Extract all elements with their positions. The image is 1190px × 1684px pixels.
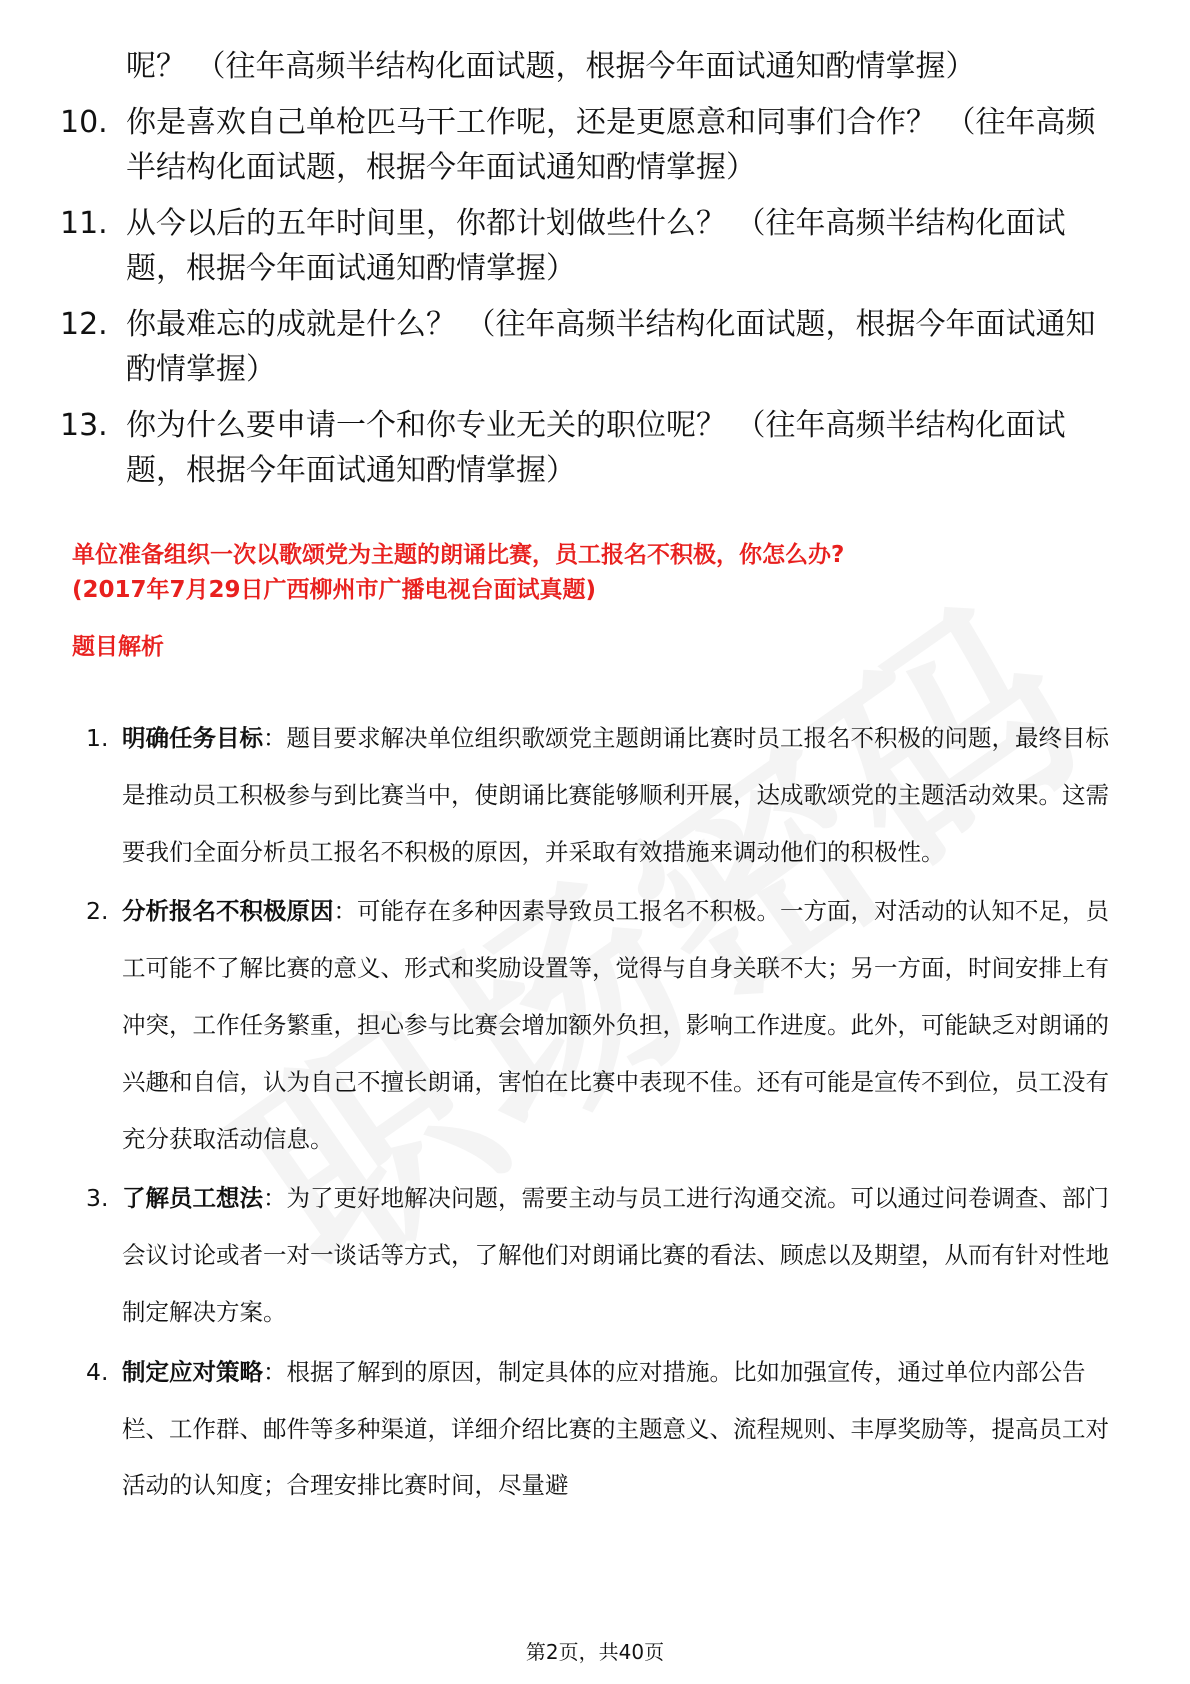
analysis-item bbox=[86, 1344, 1116, 1514]
question-text: 从今以后的五年时间里，你都计划做些什么？ （往年高频半结构化面试题，根据今年面试通知酌情掌握） bbox=[126, 206, 1066, 286]
analysis-item bbox=[86, 1170, 1116, 1340]
question-continued-text: 呢？ （往年高频半结构化面试题，根据今年面试通知酌情掌握） bbox=[126, 49, 976, 84]
analysis-title: 了解员工想法 bbox=[122, 1184, 263, 1213]
analysis-list bbox=[86, 710, 1116, 1517]
question-heading-line: 单位准备组织一次以歌颂党为主题的朗诵比赛，员工报名不积极，你怎么办? bbox=[72, 542, 845, 568]
question-source-line: (2017年7月29日广西柳州市广播电视台面试真题) bbox=[72, 577, 597, 603]
question-item bbox=[60, 403, 1120, 493]
analysis-title: 制定应对策略 bbox=[122, 1357, 263, 1386]
analysis-text: ：为了更好地解决问题，需要主动与员工进行沟通交流。可以通过问卷调查、部门会议讨论或者一对一谈话等方式，了解他们对朗诵比赛的看法、顾虑以及期望，从而有针对性地制定解决方案。 bbox=[122, 1184, 1109, 1326]
question-number: 13. bbox=[60, 408, 108, 443]
analysis-title: 明确任务目标 bbox=[122, 724, 263, 752]
question-number: 12. bbox=[60, 307, 108, 342]
question-number: 11. bbox=[60, 206, 108, 241]
analysis-title: 分析报名不积极原因 bbox=[122, 897, 334, 926]
question-item bbox=[60, 302, 1120, 392]
question-text: 你为什么要申请一个和你专业无关的职位呢？ （往年高频半结构化面试题，根据今年面试通知酌情掌握） bbox=[126, 408, 1066, 488]
analysis-item bbox=[86, 883, 1116, 1167]
analysis-heading: 题目解析 bbox=[72, 634, 164, 660]
question-list bbox=[60, 44, 1120, 504]
question-text: 你最难忘的成就是什么？ （往年高频半结构化面试题，根据今年面试通知酌情掌握） bbox=[126, 307, 1096, 387]
analysis-number: 4. bbox=[86, 1357, 109, 1386]
question-item bbox=[60, 100, 1120, 190]
analysis-text: ：可能存在多种因素导致员工报名不积极。一方面，对活动的认知不足，员工可能不了解比赛的意义、形式和奖励设置等，觉得与自身关联不大；另一方面，时间安排上有冲突，工作任务繁重，担心参与比赛会增加额外负担，影响工作进度。此外，可能缺乏对朗诵的兴趣和自信，认为自己不擅长朗诵，害怕在比赛中表现不佳。还有可能是宣传不到位，员工没有充分获取活动信息。 bbox=[122, 897, 1109, 1153]
analysis-number: 2. bbox=[86, 897, 109, 926]
question-number: 10. bbox=[60, 105, 108, 140]
question-item bbox=[60, 201, 1120, 291]
analysis-number: 1. bbox=[86, 724, 109, 752]
analysis-number: 3. bbox=[86, 1184, 109, 1213]
question-heading bbox=[72, 538, 1132, 608]
question-text: 你是喜欢自己单枪匹马干工作呢，还是更愿意和同事们合作？ （往年高频半结构化面试题，根据今年面试通知酌情掌握） bbox=[126, 105, 1096, 185]
analysis-text: ：根据了解到的原因，制定具体的应对措施。比如加强宣传，通过单位内部公告栏、工作群、邮件等多种渠道，详细介绍比赛的主题意义、流程规则、丰厚奖励等，提高员工对活动的认知度；合理安排比赛时间，尽量避 bbox=[122, 1357, 1109, 1500]
analysis-text: ：题目要求解决单位组织歌颂党主题朗诵比赛时员工报名不积极的问题，最终目标是推动员工积极参与到比赛当中，使朗诵比赛能够顺利开展，达成歌颂党的主题活动效果。这需要我们全面分析员工报名不积极的原因，并采取有效措施来调动他们的积极性。 bbox=[122, 724, 1109, 866]
question-continued bbox=[60, 44, 1120, 89]
page-footer: 第2页，共40页 bbox=[525, 1640, 665, 1664]
analysis-item bbox=[86, 710, 1116, 880]
